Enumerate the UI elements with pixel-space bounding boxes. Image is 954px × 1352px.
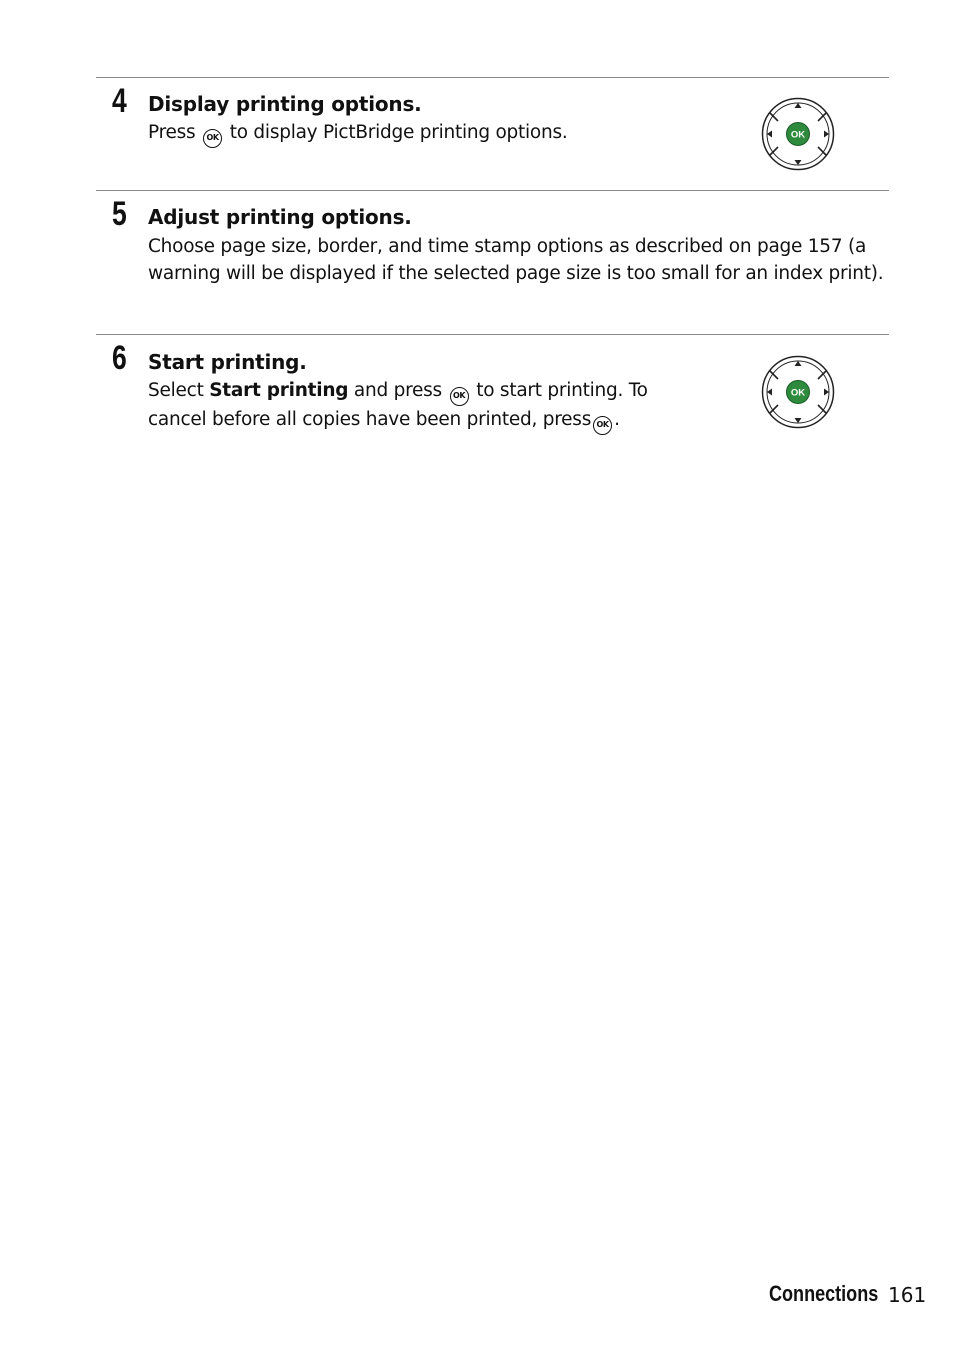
ok-button-icon: OK (450, 387, 469, 406)
footer-section-title: Connections (769, 1281, 879, 1306)
divider-rule (96, 334, 889, 335)
divider-rule (96, 190, 889, 191)
step-text: to display PictBridge printing options. (229, 122, 568, 143)
ok-label: OK (790, 129, 806, 141)
ok-label: OK (790, 387, 806, 399)
step-number: 5 (112, 195, 127, 233)
step-text: . (614, 409, 620, 430)
step-body (148, 377, 683, 435)
step-title: Display printing options. (148, 92, 422, 116)
ok-button-icon: OK (593, 416, 612, 435)
step-body (148, 119, 728, 148)
divider-rule (96, 77, 889, 78)
step-text: Press (148, 122, 196, 143)
step-text: and press (353, 380, 442, 401)
page-number: 161 (888, 1283, 927, 1307)
step-title: Start printing. (148, 350, 307, 374)
step-text: Select (148, 380, 204, 401)
step-number: 4 (112, 82, 127, 120)
multi-selector-icon (761, 355, 835, 429)
ok-button-icon: OK (203, 129, 222, 148)
step-title: Adjust printing options. (148, 205, 412, 229)
step-number: 6 (112, 339, 127, 377)
multi-selector-icon (761, 97, 835, 171)
menu-item-reference: Start printing (209, 380, 349, 401)
step-text: to start printing. To cancel before all copies have been printed, press (148, 380, 648, 430)
step-body: Choose page size, border, and time stamp options as described on page 157 (a warning will be displayed if the selected page size is too small for an index print). (148, 236, 884, 284)
